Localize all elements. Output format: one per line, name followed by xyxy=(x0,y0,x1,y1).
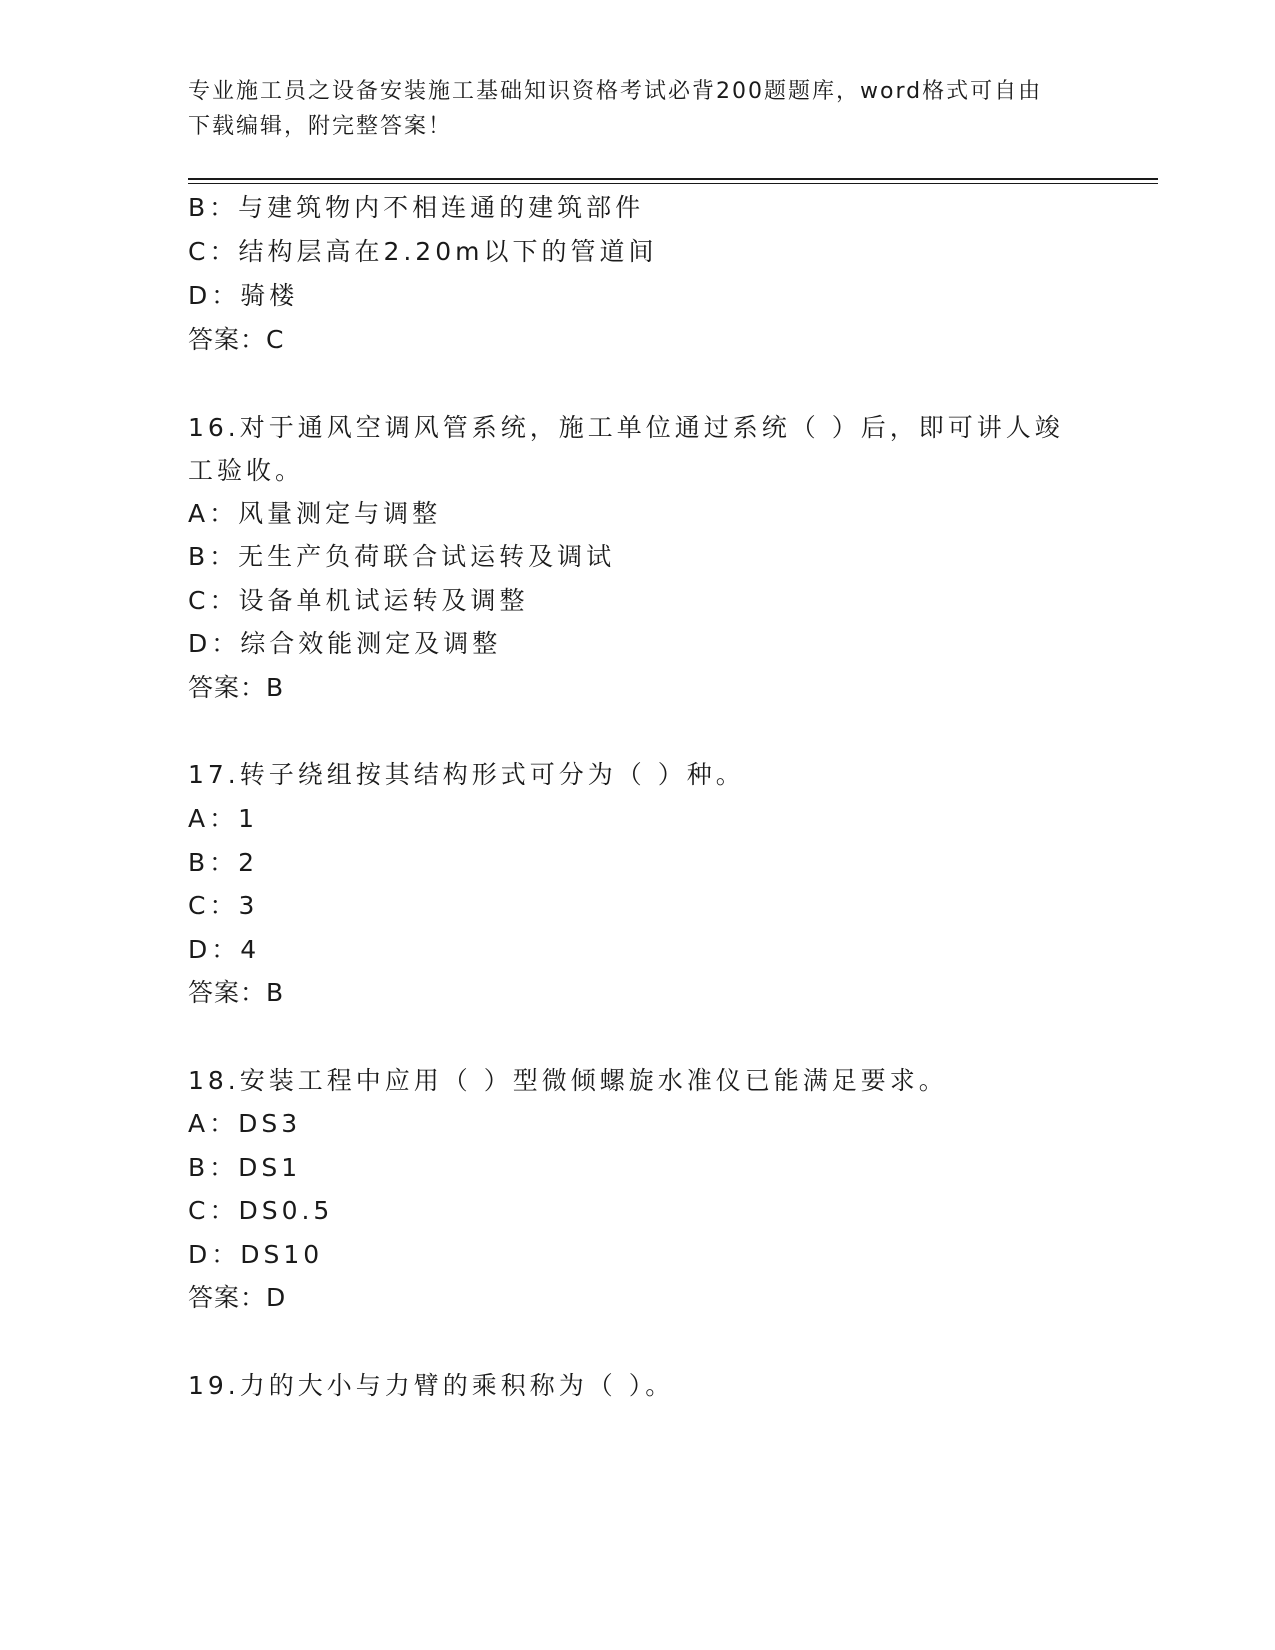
q16-option-a: A：风量测定与调整 xyxy=(188,499,442,528)
q16-answer: 答案：B xyxy=(188,673,285,702)
q17-answer: 答案：B xyxy=(188,978,285,1007)
prev-option-c: C：结构层高在2.20m以下的管道间 xyxy=(188,237,658,266)
q16-option-c: C：设备单机试运转及调整 xyxy=(188,586,529,615)
document-header xyxy=(188,74,1088,144)
header-title-line-2: 下载编辑，附完整答案！ xyxy=(188,114,453,139)
header-title-line-1: 专业施工员之设备安装施工基础知识资格考试必背200题题库，word格式可自由 xyxy=(188,79,1043,104)
q16-stem-line-2: 工验收。 xyxy=(188,456,305,485)
q19-stem: 19.力的大小与力臂的乘积称为（ ）。 xyxy=(188,1371,675,1400)
prev-answer: 答案：C xyxy=(188,325,285,354)
q18-option-b: B：DS1 xyxy=(188,1153,302,1182)
q16-stem-line-1: 16.对于通风空调风管系统，施工单位通过系统（ ）后，即可讲人竣 xyxy=(188,413,1064,442)
header-divider-thin xyxy=(188,183,1158,184)
q18-option-c: C：DS0.5 xyxy=(188,1196,334,1225)
q17-option-b: B：2 xyxy=(188,848,259,877)
q18-option-d: D：DS10 xyxy=(188,1240,324,1269)
q17-stem: 17.转子绕组按其结构形式可分为（ ）种。 xyxy=(188,760,745,789)
q18-option-a: A：DS3 xyxy=(188,1109,302,1138)
q16-option-b: B：无生产负荷联合试运转及调试 xyxy=(188,542,616,571)
q18-stem: 18.安装工程中应用（ ）型微倾螺旋水准仪已能满足要求。 xyxy=(188,1066,948,1095)
header-divider-thick xyxy=(188,178,1158,180)
q18-answer: 答案：D xyxy=(188,1283,287,1312)
q17-option-d: D：4 xyxy=(188,935,261,964)
q16-option-d: D：综合效能测定及调整 xyxy=(188,629,502,658)
q17-option-c: C：3 xyxy=(188,891,259,920)
prev-option-b: B：与建筑物内不相连通的建筑部件 xyxy=(188,193,645,222)
q17-option-a: A：1 xyxy=(188,804,259,833)
prev-option-d: D：骑楼 xyxy=(188,281,299,310)
